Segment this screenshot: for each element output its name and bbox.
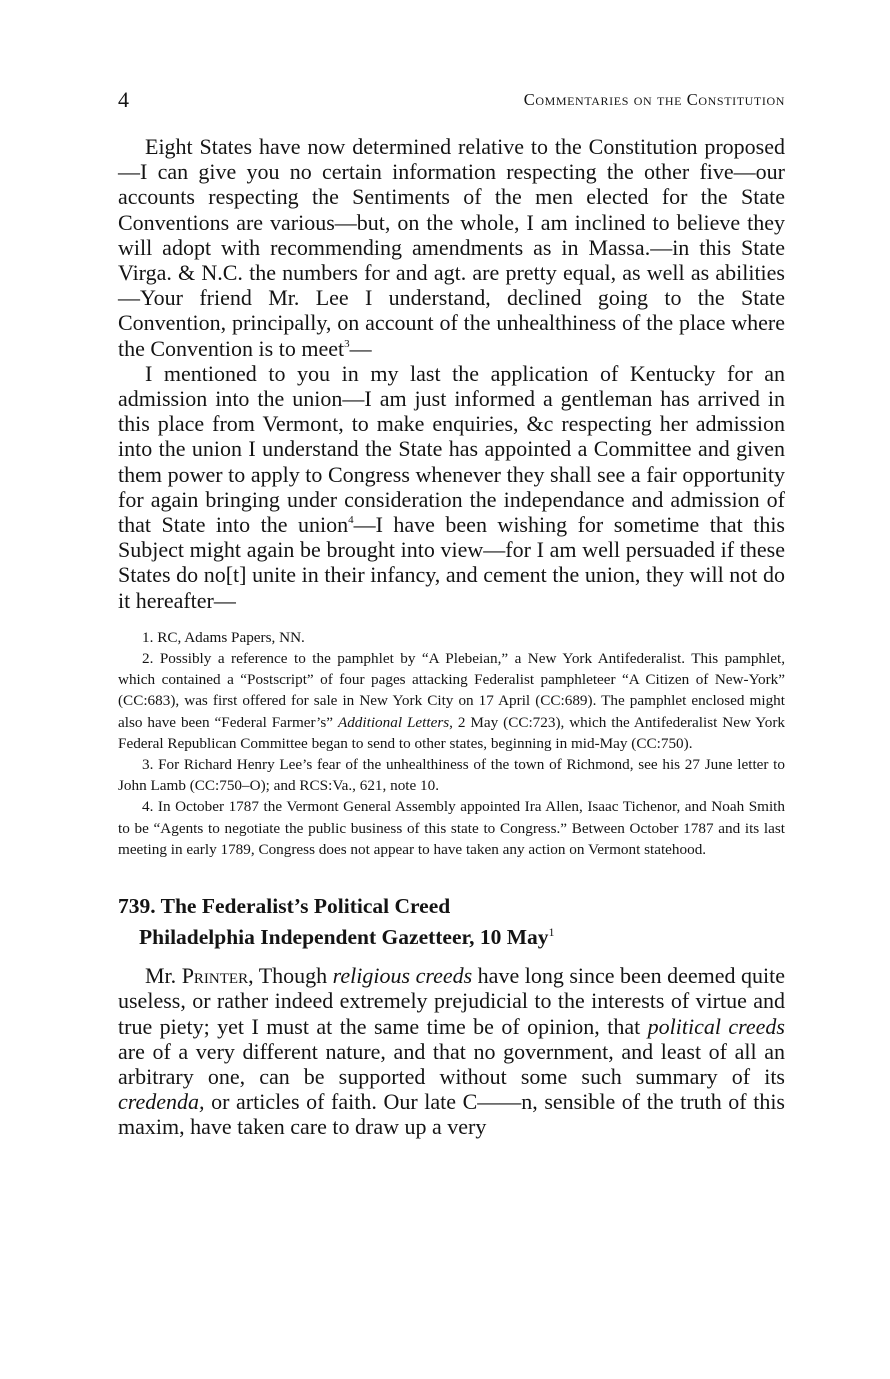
footnote-ref: 4 (348, 514, 354, 527)
footnotes (118, 627, 785, 860)
footnote-ref: 1 (548, 925, 555, 940)
letter-paragraph-text: Eight States have now determined relative to the Constitution proposed—I can give you no certain information respecting the other five—our accounts respecting the Sentiments of the men elected for the State Conventions are various—but, on the whole, I am inclined to believe they will adopt with recommending amendments as in Massa.—in this State Virga. & N.C. the numbers for and agt. are pretty equal, as well as abilities—Your friend Mr. Lee I understand, declined going to the State Convention, principally, on account of the unhealthiness of the place where the Convention is to meet (118, 134, 785, 361)
salutation-printer: Printer (181, 963, 249, 989)
running-head (118, 84, 785, 116)
footnote-text: , 2 May (CC:723), which the Antifederalist New York Federal Republican Committee began to send to other states, beginning in mid-May (CC:750). (118, 713, 785, 752)
salutation-mr: Mr. (145, 963, 182, 989)
letter-paragraph-text: — (349, 335, 372, 361)
letter-paragraph-text: I mentioned to you in my last the application of Kentucky for an admission into the union—I am just informed a gentleman has arrived in this place from Vermont, to make enquiries, &c respecting her admission into the union I understand the State has appointed a Committee and given them power to apply to Congress whenever they shall see a fair opportunity for again bringing under consideration the independance and admission of that State into the union (118, 360, 785, 538)
letter-paragraph (118, 361, 785, 613)
document-source (118, 919, 785, 950)
letter-paragraph (118, 134, 785, 361)
document-heading (118, 893, 785, 950)
footnote-2 (118, 648, 785, 754)
book-page (118, 84, 785, 1140)
page-number: 4 (118, 87, 129, 112)
footnote-italic-title: Additional Letters (337, 713, 450, 731)
footnote-ref: 3 (344, 337, 350, 350)
essay-italic: political creeds (647, 1013, 785, 1039)
footnote-1: 1. RC, Adams Papers, NN. (142, 628, 305, 646)
running-title: Commentaries on the Constitution (523, 90, 785, 109)
document-title: 739. The Federalist’s Political Creed (118, 894, 451, 919)
essay-text-run: have long since been deemed quite useless, or rather indeed extremely prejudicial to the interests of virtue and true piety; yet I must at the same time be of opinion, that (118, 963, 785, 1039)
essay-text-run: are of a very different nature, and that no government, and least of all an arbitrary one, can be supported without some such summary of its (118, 1038, 785, 1089)
footnote-3: 3. For Richard Henry Lee’s fear of the unhealthiness of the town of Richmond, see his 27 June letter to John Lamb (CC:750–O); and RCS:Va., 621, note 10. (118, 756, 785, 795)
essay-italic: religious creeds (332, 963, 473, 989)
essay-paragraph (118, 963, 785, 1139)
footnote-4: 4. In October 1787 the Vermont General Assembly appointed Ira Allen, Isaac Tichenor, and Noah Smith to be “Agents to negotiate the public business of this state to Congress.” Between October 1787 and its last meeting in early 1789, Congress does not appear to have taken any action on Vermont statehood. (118, 798, 785, 858)
letter-text (118, 134, 785, 613)
footnote-text: 2. Possibly a reference to the pamphlet by “A Plebeian,” a New York Antifederalist. This pamphlet, which contained a “Postscript” of four pages attacking Federalist pamphleteer “A Citizen of New-York” (CC:683), was first offered for sale in New York City on 17 April (CC:689). The pamphlet enclosed might also have been “Federal Farmer’s” (118, 650, 785, 731)
essay-text-run: , Though (248, 963, 333, 989)
essay-text (118, 963, 785, 1139)
letter-paragraph-text: —I have been wishing for sometime that this Subject might again be brought into view—for I am well persuaded if these States do no[t] unite in their infancy, and cement the union, they will not do it hereafter— (118, 512, 785, 613)
essay-italic: credenda, (118, 1089, 205, 1115)
essay-text-run: or articles of faith. Our late C——n, sensible of the truth of this maxim, have taken care to draw up a very (118, 1089, 785, 1140)
document-source-text: Philadelphia Independent Gazetteer, 10 May (139, 925, 549, 950)
